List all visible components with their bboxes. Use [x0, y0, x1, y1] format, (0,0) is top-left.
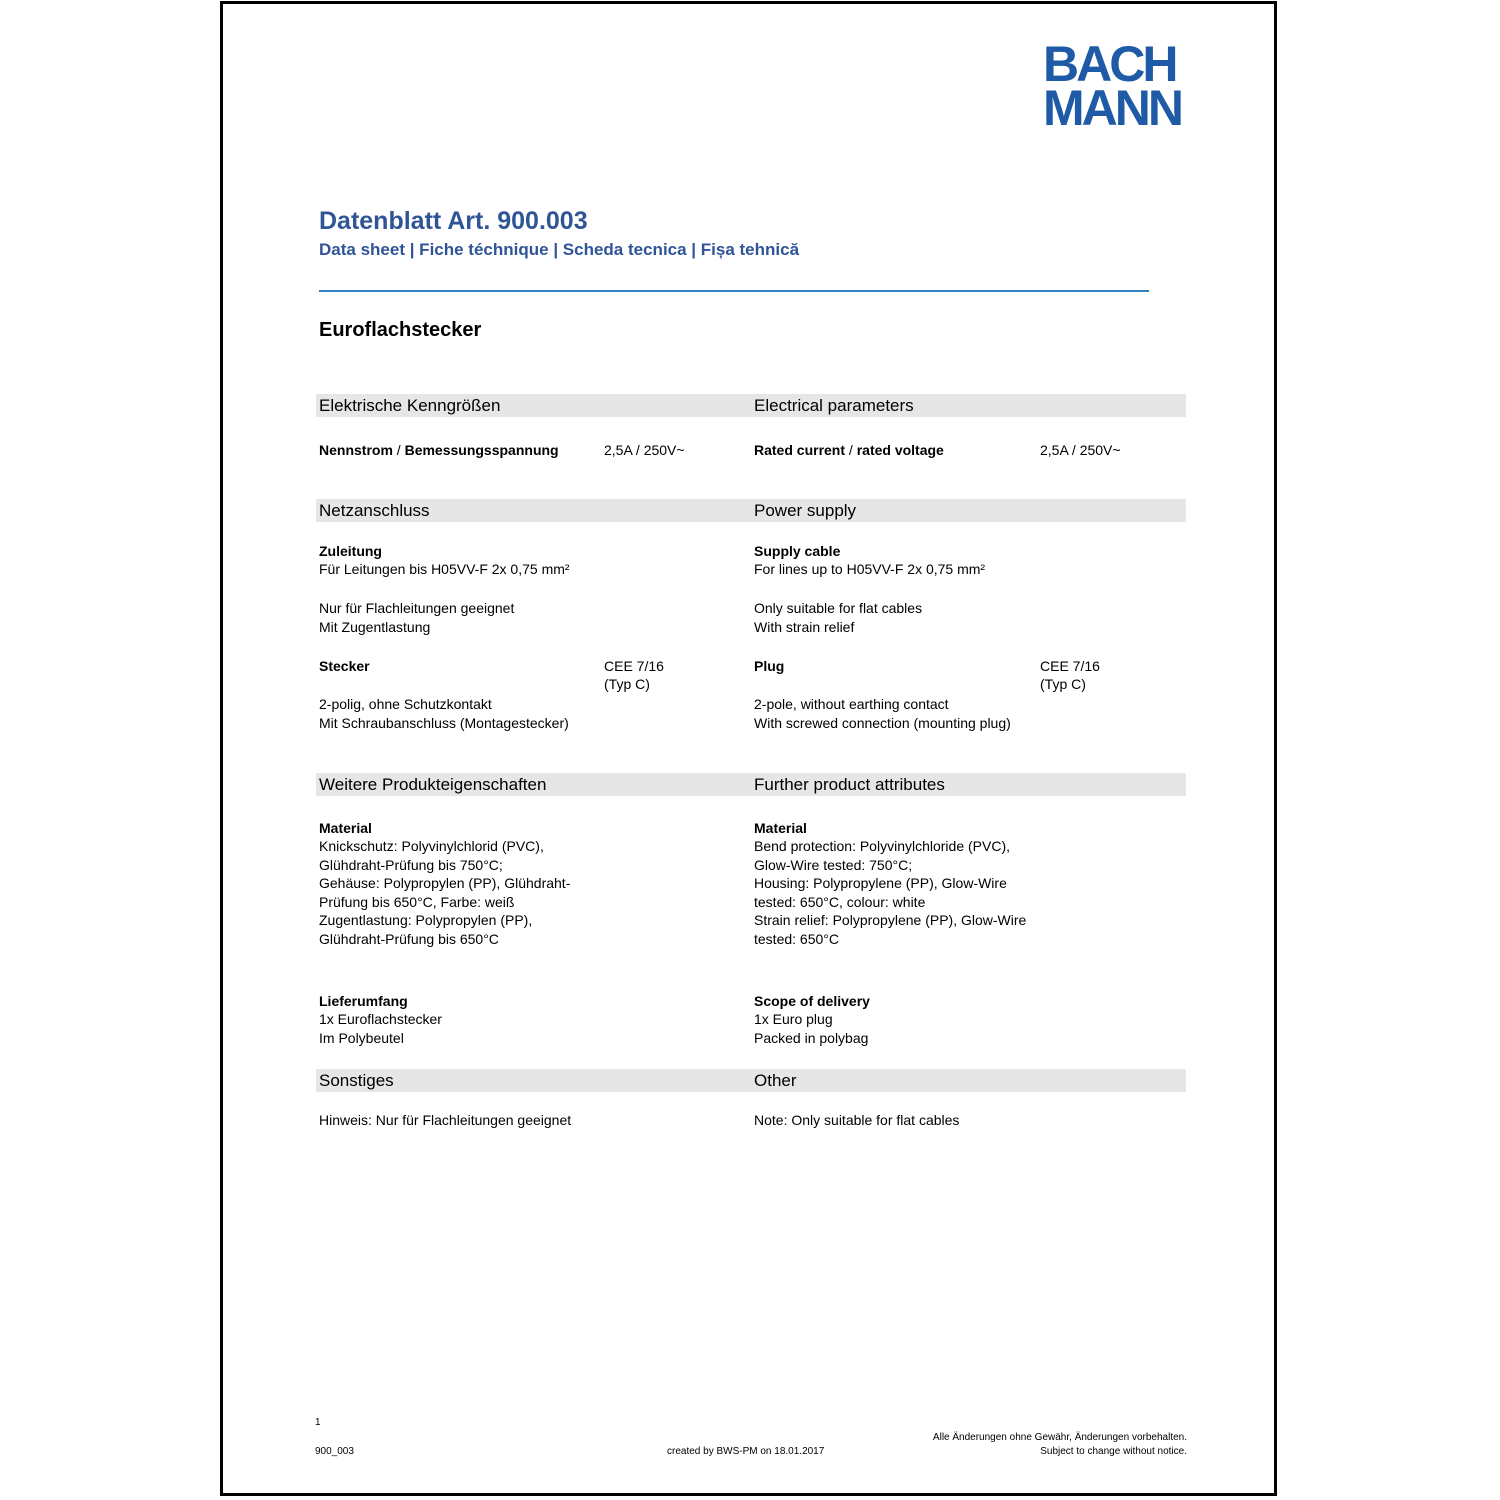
material-line: Strain relief: Polypropylene (PP), Glow-Wire	[754, 912, 1027, 928]
disclaimer-en: Subject to change without notice.	[1040, 1446, 1187, 1457]
logo-line-2: MANN	[1043, 80, 1181, 136]
created-note: created by BWS-PM on 18.01.2017	[667, 1446, 825, 1457]
material-line: Bend protection: Polyvinylchloride (PVC),	[754, 838, 1011, 854]
section-title-en: Other	[754, 1071, 797, 1090]
material-line: tested: 650°C	[754, 930, 839, 947]
rated-value-en: 2,5A / 250V~	[1040, 442, 1121, 458]
cable-text-en: For lines up to H05VV-F 2x 0,75 mm²	[754, 561, 986, 577]
plug-value2-en: (Typ C)	[1040, 676, 1086, 692]
section-title-en: Power supply	[754, 501, 857, 520]
note1-en: Only suitable for flat cables	[754, 600, 923, 616]
plug-label-en: Plug	[754, 658, 785, 674]
other-text-de: Hinweis: Nur für Flachleitungen geeignet	[319, 1112, 572, 1128]
section-header-other	[316, 1069, 1186, 1092]
plug-value1-en: CEE 7/16	[1040, 658, 1100, 674]
plug-value2-de: (Typ C)	[604, 676, 650, 692]
cable-label-de: Zuleitung	[319, 543, 382, 559]
section-header-power	[316, 499, 1186, 522]
plug-text1-en: 2-pole, without earthing contact	[754, 696, 949, 712]
plug-text2-en: With screwed connection (mounting plug)	[754, 715, 1011, 731]
section-title-de: Weitere Produkteigenschaften	[319, 775, 547, 794]
material-line: Housing: Polypropylene (PP), Glow-Wire	[754, 875, 1007, 891]
delivery-line: Packed in polybag	[754, 1029, 869, 1046]
material-text-de	[319, 837, 570, 948]
title-divider	[319, 290, 1149, 292]
material-label-de: Material	[319, 820, 372, 836]
material-text-en	[754, 837, 1026, 948]
note1-de: Nur für Flachleitungen geeignet	[319, 600, 515, 616]
plug-text1-de: 2-polig, ohne Schutzkontakt	[319, 696, 492, 712]
note2-en: With strain relief	[754, 619, 855, 635]
delivery-line: 1x Euro plug	[754, 1011, 833, 1027]
rated-label-de: Nennstrom / Bemessungsspannung	[319, 442, 559, 458]
delivery-label-de: Lieferumfang	[319, 993, 408, 1009]
material-line: Knickschutz: Polyvinylchlorid (PVC),	[319, 838, 544, 854]
delivery-line: Im Polybeutel	[319, 1029, 404, 1046]
product-name: Euroflachstecker	[319, 319, 482, 341]
plug-text2-de: Mit Schraubanschluss (Montagestecker)	[319, 715, 569, 731]
material-label-en: Material	[754, 820, 807, 836]
document-id: 900_003	[315, 1446, 354, 1457]
delivery-text-en	[754, 1010, 868, 1047]
material-line: Zugentlastung: Polypropylen (PP),	[319, 912, 533, 928]
material-line: Glühdraht-Prüfung bis 750°C;	[319, 856, 503, 873]
material-line: Gehäuse: Polypropylen (PP), Glühdraht-	[319, 875, 571, 891]
page-title: Datenblatt Art. 900.003	[319, 207, 588, 235]
bachmann-logo	[1043, 36, 1181, 136]
cable-label-en: Supply cable	[754, 543, 841, 559]
section-title-de: Sonstiges	[319, 1071, 394, 1090]
section-title-de: Elektrische Kenngrößen	[319, 396, 501, 415]
other-text-en: Note: Only suitable for flat cables	[754, 1112, 960, 1128]
section-title-de: Netzanschluss	[319, 501, 430, 520]
logo-line-1: BACH	[1043, 36, 1176, 92]
material-line: Prüfung bis 650°C, Farbe: weiß	[319, 893, 515, 910]
cable-text-de: Für Leitungen bis H05VV-F 2x 0,75 mm²	[319, 561, 570, 577]
material-line: Glühdraht-Prüfung bis 650°C	[319, 930, 499, 947]
page-number: 1	[315, 1417, 321, 1428]
rated-label-en: Rated current / rated voltage	[754, 442, 944, 458]
section-header-further	[316, 773, 1186, 796]
datasheet-page	[220, 1, 1277, 1496]
page-subtitle: Data sheet | Fiche téchnique | Scheda tecnica | Fișa tehnică	[319, 240, 800, 259]
delivery-text-de	[319, 1010, 442, 1047]
delivery-label-en: Scope of delivery	[754, 993, 870, 1009]
disclaimer-de: Alle Änderungen ohne Gewähr, Änderungen vorbehalten.	[932, 1432, 1187, 1443]
section-title-en: Further product attributes	[754, 775, 945, 794]
section-header-electrical	[316, 394, 1186, 417]
note2-de: Mit Zugentlastung	[319, 619, 431, 635]
section-title-en: Electrical parameters	[754, 396, 914, 415]
plug-value1-de: CEE 7/16	[604, 658, 664, 674]
rated-value-de: 2,5A / 250V~	[604, 442, 685, 458]
plug-label-de: Stecker	[319, 658, 370, 674]
delivery-line: 1x Euroflachstecker	[319, 1011, 442, 1027]
material-line: tested: 650°C, colour: white	[754, 893, 926, 910]
material-line: Glow-Wire tested: 750°C;	[754, 856, 913, 873]
